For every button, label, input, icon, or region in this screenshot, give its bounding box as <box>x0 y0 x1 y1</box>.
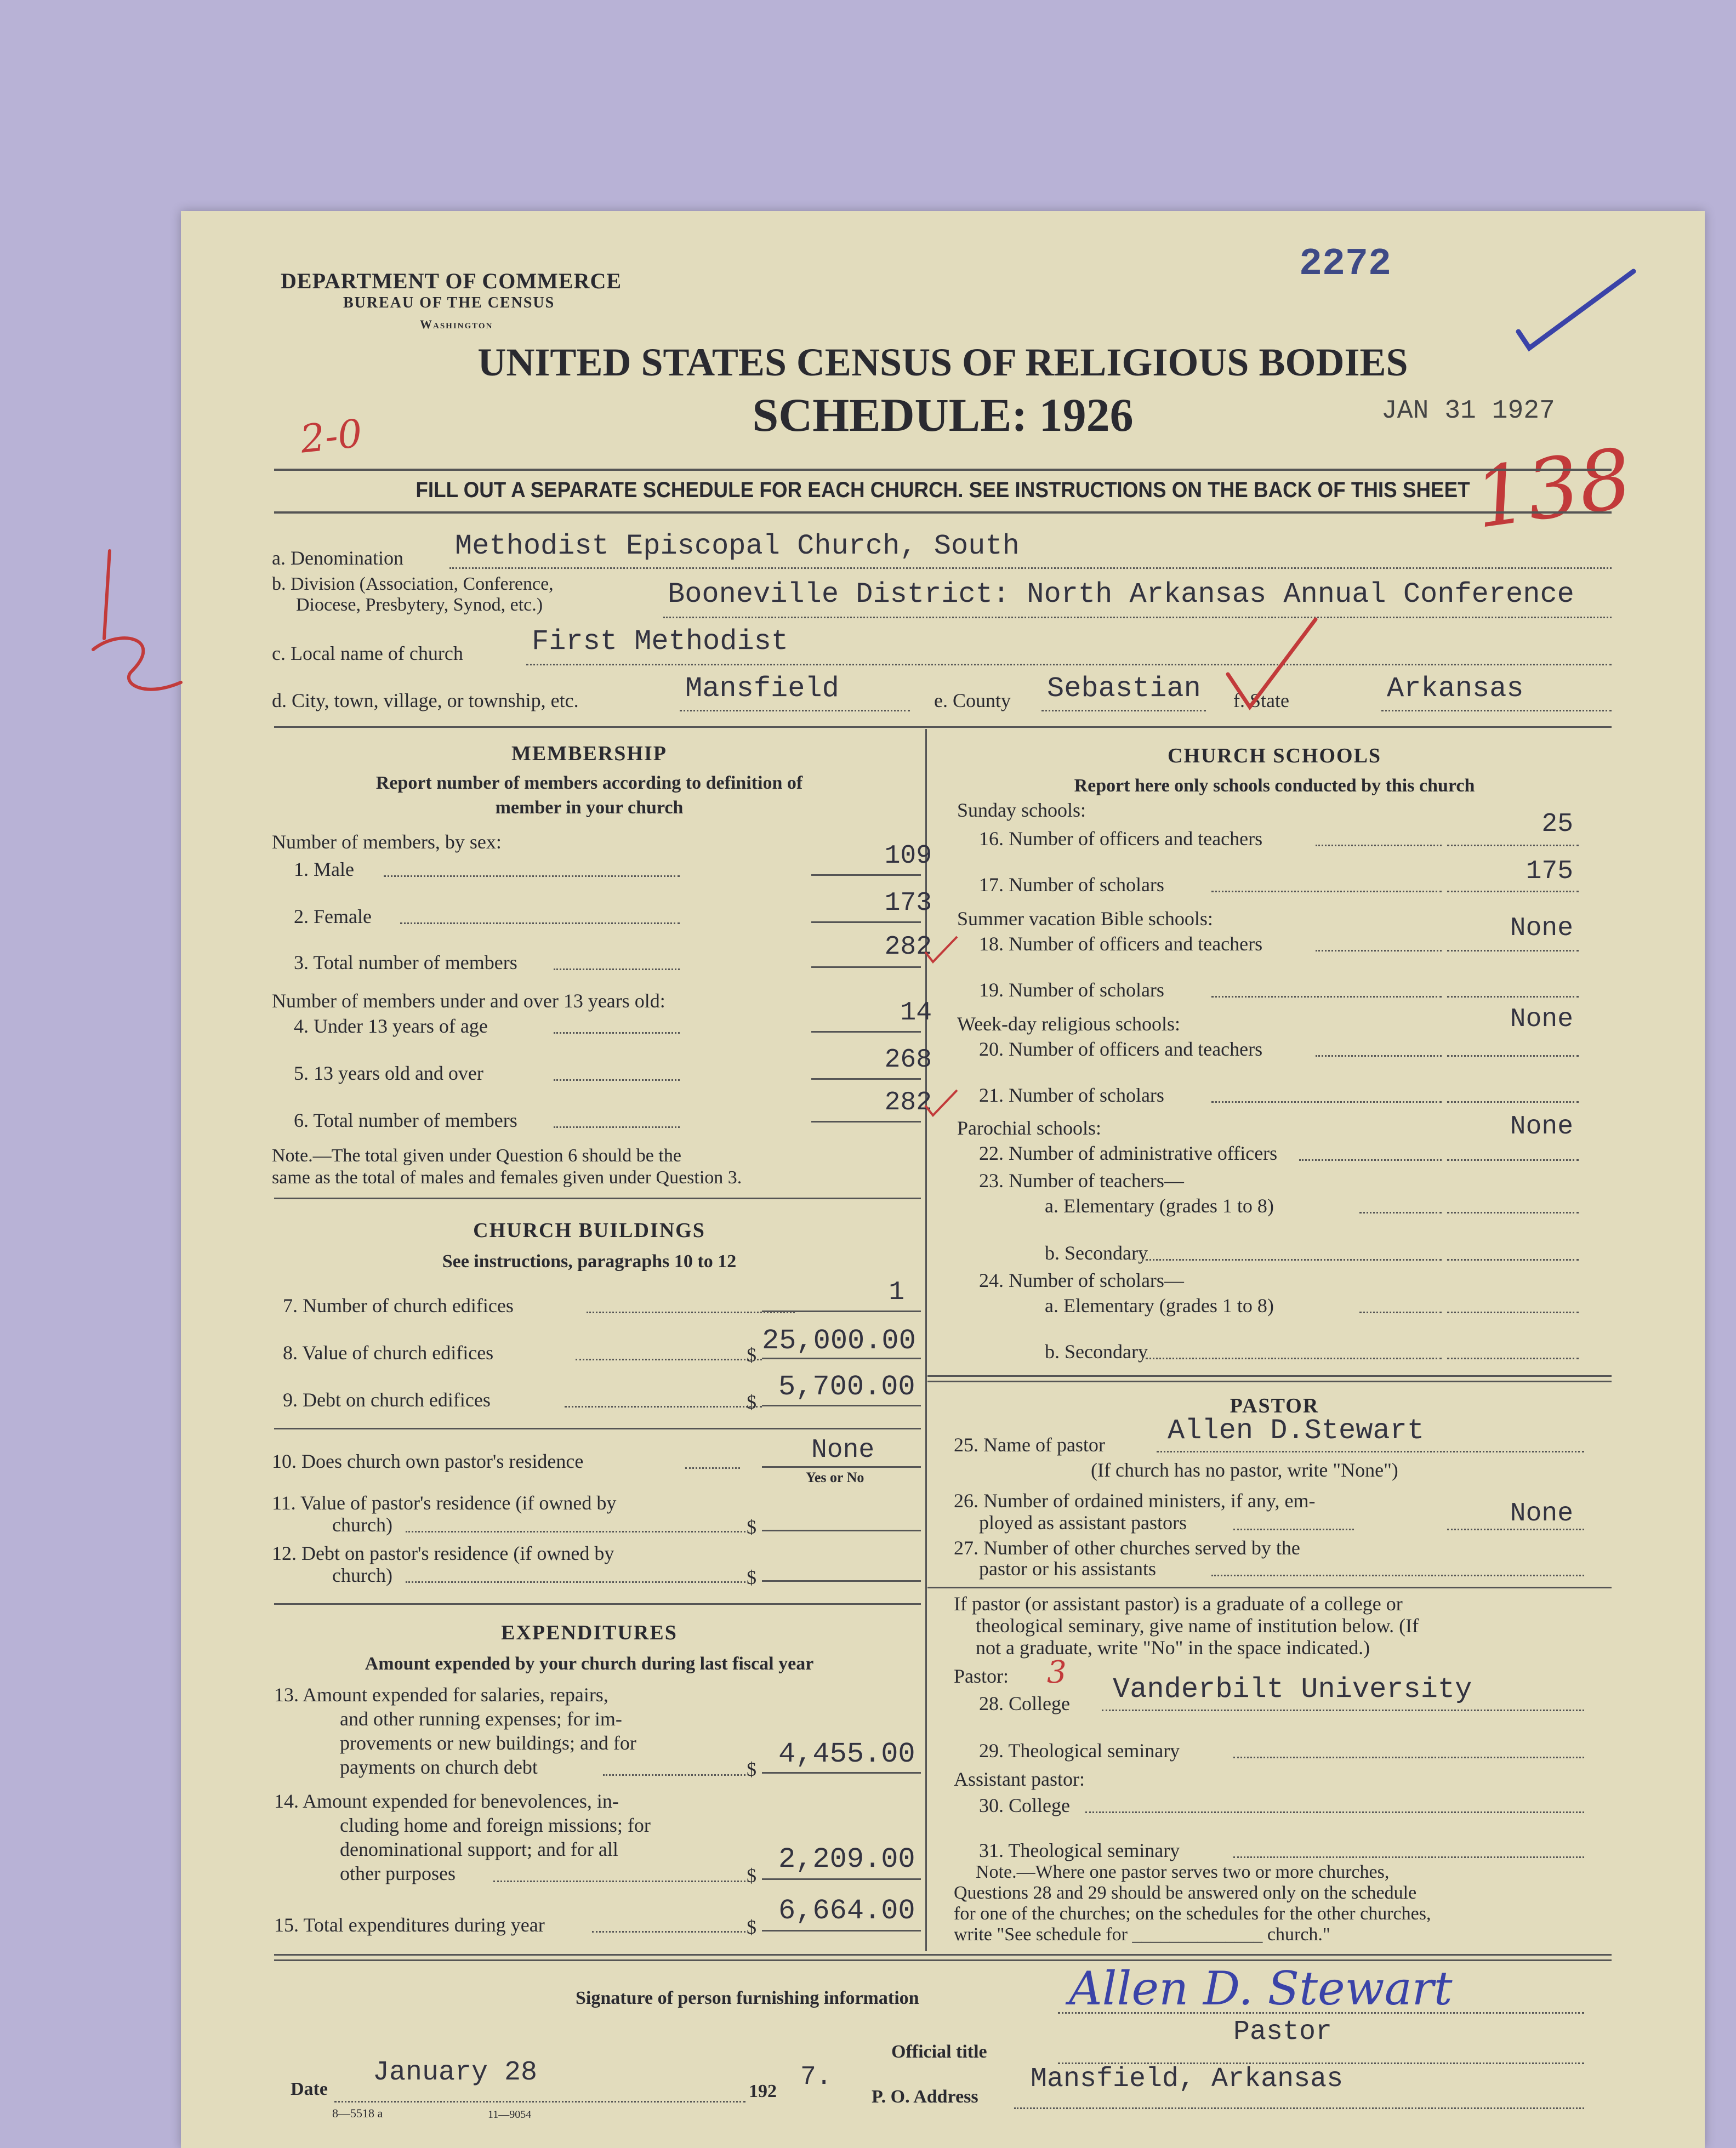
county-value: Sebastian <box>1047 673 1201 705</box>
census-schedule-sheet <box>181 211 1705 2148</box>
q30-label: 30. College <box>979 1794 1070 1816</box>
q18-label: 18. Number of officers and teachers <box>979 933 1263 955</box>
q3-answer-line <box>811 966 921 968</box>
date-value: January 28 <box>373 2057 538 2088</box>
q29-label: 29. Theological seminary <box>979 1740 1180 1762</box>
pastor-grad-label: Pastor: <box>954 1665 1009 1687</box>
q24a-dots <box>1359 1312 1442 1313</box>
q4-label: 4. Under 13 years of age <box>294 1015 488 1037</box>
q25-note: (If church has no pastor, write "None") <box>1091 1459 1398 1481</box>
division-value: Booneville District: North Arkansas Annual Conference <box>668 578 1574 611</box>
q4-answer-line <box>811 1031 921 1033</box>
po-address-value: Mansfield, Arkansas <box>1031 2064 1344 2095</box>
q18-dots <box>1316 950 1442 951</box>
q13-value: 4,455.00 <box>778 1738 915 1770</box>
q14-label-4: other purposes <box>340 1862 456 1884</box>
bureau-label: BUREAU OF THE CENSUS <box>343 294 555 311</box>
q14-answer-line <box>762 1878 921 1880</box>
pastor-note-2: Questions 28 and 29 should be answered only on the schedule <box>954 1883 1417 1903</box>
city-field-label: d. City, town, village, or township, etc. <box>272 690 579 711</box>
date-label: Date <box>291 2079 328 2099</box>
buildings-subtitle: See instructions, paragraphs 10 to 12 <box>442 1251 737 1272</box>
q8-dots <box>576 1359 762 1360</box>
grad-note-1: If pastor (or assistant pastor) is a graduate of a college or <box>954 1593 1403 1615</box>
q29-line <box>1233 1757 1584 1758</box>
q10-answer-line <box>762 1466 921 1468</box>
q5-dots <box>554 1079 680 1081</box>
q4-dots <box>554 1032 680 1034</box>
summer-schools-label: Summer vacation Bible schools: <box>957 908 1213 930</box>
q10-value: None <box>811 1435 875 1465</box>
parochial-schools-label: Parochial schools: <box>957 1117 1101 1139</box>
q8-label: 8. Value of church edifices <box>283 1342 494 1364</box>
expenditures-title: EXPENDITURES <box>501 1621 678 1644</box>
q9-label: 9. Debt on church edifices <box>283 1389 491 1411</box>
official-title-value: Pastor <box>1233 2016 1333 2048</box>
q7-label: 7. Number of church edifices <box>283 1295 514 1317</box>
q15-answer-line <box>762 1930 921 1932</box>
q7-value: 1 <box>889 1278 904 1307</box>
local-name-value: First Methodist <box>532 625 789 658</box>
q28-label: 28. College <box>979 1693 1070 1714</box>
q5-value: 268 <box>884 1045 932 1075</box>
q20-label: 20. Number of officers and teachers <box>979 1038 1263 1060</box>
q12-dollar: $ <box>747 1566 756 1588</box>
header-rule-top <box>274 469 1612 471</box>
q12-dots <box>406 1581 745 1583</box>
city-value: Mansfield <box>685 673 839 705</box>
q3-label: 3. Total number of members <box>294 951 517 973</box>
q12-answer-line <box>762 1580 921 1582</box>
grad-note-3: not a graduate, write "No" in the space indicated.) <box>976 1637 1370 1659</box>
q1-label: 1. Male <box>294 858 354 880</box>
membership-rule <box>274 1198 921 1199</box>
state-line <box>1381 710 1612 711</box>
membership-title: MEMBERSHIP <box>511 742 667 765</box>
buildings-title: CHURCH BUILDINGS <box>473 1219 705 1242</box>
department-label: DEPARTMENT OF COMMERCE <box>281 269 622 293</box>
q11-label-1: 11. Value of pastor's residence (if owned by <box>272 1492 617 1514</box>
schools-subtitle: Report here only schools conducted by this church <box>1074 776 1475 796</box>
q19-dots <box>1211 996 1442 998</box>
date-stamp: JAN 31 1927 <box>1381 396 1555 426</box>
q4-value: 14 <box>900 998 932 1028</box>
q24a-label: a. Elementary (grades 1 to 8) <box>1045 1295 1274 1317</box>
q27-rule <box>927 1587 1612 1588</box>
q27-dots <box>1211 1575 1584 1576</box>
official-title-label: Official title <box>891 2042 987 2062</box>
q31-line <box>1233 1856 1584 1858</box>
q11-dots <box>406 1531 745 1532</box>
signature-value: Allen D. Stewart <box>1069 1962 1453 2015</box>
pastor-note-3: for one of the churches; on the schedules for the other churches, <box>954 1904 1431 1924</box>
q25-line <box>1157 1451 1584 1452</box>
q22-label: 22. Number of administrative officers <box>979 1142 1278 1164</box>
schools-rule <box>927 1375 1612 1377</box>
q3-dots <box>554 968 680 970</box>
q13-label-4: payments on church debt <box>340 1756 538 1778</box>
division-line <box>663 617 1612 618</box>
q14-label-1: 14. Amount expended for benevolences, in- <box>274 1790 619 1812</box>
q26-label-2: ployed as assistant pastors <box>979 1512 1187 1534</box>
pastor-note-4: write "See schedule for ______________ church." <box>954 1924 1330 1945</box>
q23a-dots <box>1359 1212 1442 1213</box>
q6-value: 282 <box>884 1088 932 1118</box>
q5-answer-line <box>811 1078 921 1080</box>
q11-answer-line <box>762 1530 921 1531</box>
q8-dollar: $ <box>747 1344 756 1366</box>
q24b-label: b. Secondary <box>1045 1341 1148 1363</box>
q22-answer-line <box>1447 1159 1579 1161</box>
pastor-title: PASTOR <box>1230 1394 1319 1417</box>
q26-value: None <box>1510 1499 1573 1529</box>
q23-label: 23. Number of teachers— <box>979 1170 1184 1192</box>
q3-checkmark-icon <box>922 933 960 966</box>
q20-value: None <box>1510 1005 1573 1034</box>
q10-dots <box>685 1467 740 1469</box>
state-label: f. State <box>1233 690 1289 711</box>
q1-dots <box>384 875 680 877</box>
po-address-line <box>1014 2107 1584 2109</box>
q23a-label: a. Elementary (grades 1 to 8) <box>1045 1195 1274 1217</box>
q24b-answer-line <box>1447 1358 1579 1359</box>
division-label-2: Diocese, Presbytery, Synod, etc.) <box>296 595 543 615</box>
q24-label: 24. Number of scholars— <box>979 1269 1184 1291</box>
q20-dots <box>1316 1055 1442 1057</box>
q21-label: 21. Number of scholars <box>979 1084 1164 1106</box>
q26-label-1: 26. Number of ordained ministers, if any, em- <box>954 1490 1316 1512</box>
q23a-answer-line <box>1447 1212 1579 1213</box>
state-value: Arkansas <box>1387 673 1524 705</box>
q6-label: 6. Total number of members <box>294 1109 517 1131</box>
q2-answer-line <box>811 921 921 923</box>
q26-answer-line <box>1447 1529 1584 1530</box>
q8-value: 25,000.00 <box>762 1325 916 1357</box>
q2-dots <box>400 922 680 924</box>
city-line <box>680 710 910 711</box>
handwritten-mark-left: 2-0 <box>298 411 365 462</box>
year-value: 7. <box>800 2062 832 2092</box>
date-line <box>334 2101 745 2103</box>
q14-dots <box>493 1881 745 1882</box>
red-margin-mark-icon <box>88 540 186 704</box>
q13-dots <box>603 1774 745 1776</box>
q22-dots <box>1299 1159 1442 1161</box>
age-heading: Number of members under and over 13 years old: <box>272 990 665 1012</box>
q5-label: 5. 13 years old and over <box>294 1062 483 1084</box>
q9-dots <box>565 1406 762 1408</box>
q17-value: 175 <box>1526 857 1573 886</box>
members-by-sex-label: Number of members, by sex: <box>272 831 502 853</box>
q14-label-3: denominational support; and for all <box>340 1838 618 1860</box>
county-label: e. County <box>934 690 1011 711</box>
q2-value: 173 <box>884 888 932 918</box>
form-number: 8—5518 a <box>332 2106 383 2120</box>
q12-label-2: church) <box>332 1564 392 1586</box>
q13-label-3: provements or new buildings; and for <box>340 1732 636 1754</box>
q13-label-1: 13. Amount expended for salaries, repairs, <box>274 1684 608 1706</box>
q23b-dots <box>1146 1259 1442 1261</box>
q19-label: 19. Number of scholars <box>979 979 1164 1001</box>
expenditures-subtitle: Amount expended by your church during last fiscal year <box>365 1654 814 1674</box>
denomination-label: a. Denomination <box>272 547 403 569</box>
q28-line <box>1102 1710 1584 1711</box>
q27-label-2: pastor or his assistants <box>979 1558 1156 1580</box>
weekday-schools-label: Week-day religious schools: <box>957 1013 1181 1035</box>
q23b-label: b. Secondary <box>1045 1242 1148 1264</box>
pastor-note-1: Note.—Where one pastor serves two or more churches, <box>976 1862 1390 1882</box>
q7-answer-line <box>762 1311 921 1312</box>
q1-answer-line <box>811 874 921 876</box>
q31-label: 31. Theological seminary <box>979 1839 1180 1861</box>
q18-value: None <box>1510 914 1573 943</box>
membership-note-1: Note.—The total given under Question 6 should be the <box>272 1146 681 1166</box>
yes-no-hint: Yes or No <box>806 1469 864 1485</box>
form-title: UNITED STATES CENSUS OF RELIGIOUS BODIES <box>477 340 1408 384</box>
debt-rule <box>274 1428 921 1429</box>
q16-value: 25 <box>1541 810 1573 839</box>
q2-label: 2. Female <box>294 905 372 927</box>
signature-label: Signature of person furnishing information <box>576 1988 919 2008</box>
q13-answer-line <box>762 1772 921 1774</box>
q23b-answer-line <box>1447 1259 1579 1261</box>
grad-note-2: theological seminary, give name of institution below. (If <box>976 1615 1419 1637</box>
identification-rule <box>274 726 1612 728</box>
q26-dots <box>1233 1529 1354 1530</box>
po-address-label: P. O. Address <box>872 2087 978 2107</box>
q3-value: 282 <box>884 932 932 962</box>
q9-value: 5,700.00 <box>778 1371 915 1403</box>
denomination-line <box>449 567 1612 569</box>
handwritten-mark-right: 138 <box>1469 430 1638 548</box>
q14-value: 2,209.00 <box>778 1843 915 1876</box>
red-checkmark-icon <box>1222 614 1321 718</box>
schools-title: CHURCH SCHOOLS <box>1167 744 1382 767</box>
q27-label-1: 27. Number of other churches served by the <box>954 1537 1300 1559</box>
q9-dollar: $ <box>747 1391 756 1413</box>
q17-label: 17. Number of scholars <box>979 874 1164 896</box>
city-label: Washington <box>420 317 493 331</box>
q25-label: 25. Name of pastor <box>954 1434 1105 1456</box>
local-name-line <box>526 664 1612 665</box>
header-rule-bottom <box>274 511 1612 514</box>
college-value: Vanderbilt University <box>1113 1673 1472 1706</box>
q21-dots <box>1211 1101 1442 1103</box>
buildings-rule <box>274 1603 921 1605</box>
q15-dots <box>592 1931 745 1933</box>
q14-dollar: $ <box>747 1865 756 1887</box>
q11-label-2: church) <box>332 1514 392 1536</box>
q16-answer-line <box>1447 845 1579 846</box>
q6-answer-line <box>811 1121 921 1123</box>
membership-subtitle-2: member in your church <box>495 797 684 818</box>
signature-line <box>1058 2012 1584 2014</box>
q17-dots <box>1211 891 1442 892</box>
parochial-value: None <box>1510 1112 1573 1142</box>
q16-dots <box>1316 845 1442 846</box>
blue-checkmark-icon <box>1513 266 1644 354</box>
q1-value: 109 <box>884 841 932 871</box>
pastor-handwritten-mark: 3 <box>1047 1655 1067 1690</box>
footer-rule-double <box>274 1959 1612 1961</box>
q17-answer-line <box>1447 891 1579 892</box>
q15-dollar: $ <box>747 1916 756 1938</box>
assistant-pastor-label: Assistant pastor: <box>954 1768 1085 1790</box>
division-label-1: b. Division (Association, Conference, <box>272 574 554 594</box>
q13-label-2: and other running expenses; for im- <box>340 1708 622 1730</box>
q15-label: 15. Total expenditures during year <box>274 1914 545 1936</box>
q9-answer-line <box>762 1405 921 1406</box>
schedule-title: SCHEDULE: 1926 <box>752 389 1134 441</box>
q24a-answer-line <box>1447 1312 1579 1313</box>
q15-value: 6,664.00 <box>778 1895 915 1927</box>
q24b-dots <box>1146 1358 1442 1359</box>
q13-dollar: $ <box>747 1758 756 1780</box>
q18-answer-line <box>1447 950 1579 951</box>
denomination-value: Methodist Episcopal Church, South <box>455 530 1020 562</box>
q14-label-2: cluding home and foreign missions; for <box>340 1814 651 1836</box>
local-name-label: c. Local name of church <box>272 642 463 664</box>
q6-checkmark-icon <box>922 1087 960 1120</box>
q6-dots <box>554 1126 680 1128</box>
sunday-schools-label: Sunday schools: <box>957 799 1086 821</box>
q11-dollar: $ <box>747 1516 756 1538</box>
year-prefix: 192 <box>749 2081 777 2101</box>
pastor-name-value: Allen D.Stewart <box>1168 1415 1425 1447</box>
membership-subtitle-1: Report number of members according to definition of <box>375 773 803 793</box>
q8-answer-line <box>762 1358 921 1359</box>
q20-answer-line <box>1447 1055 1579 1057</box>
q21-answer-line <box>1447 1101 1579 1103</box>
instruction-banner: FILL OUT A SEPARATE SCHEDULE FOR EACH CHURCH. SEE INSTRUCTIONS ON THE BACK OF THIS SHEET <box>415 478 1470 502</box>
q12-label-1: 12. Debt on pastor's residence (if owned by <box>272 1542 614 1564</box>
q10-label: 10. Does church own pastor's residence <box>272 1450 584 1472</box>
county-line <box>1041 710 1206 711</box>
footer-rule <box>274 1954 1612 1956</box>
q30-line <box>1085 1811 1584 1813</box>
q16-label: 16. Number of officers and teachers <box>979 828 1263 850</box>
q19-answer-line <box>1447 996 1579 998</box>
membership-note-2: same as the total of males and females given under Question 3. <box>272 1167 742 1188</box>
schedule-number: 2272 <box>1299 243 1392 286</box>
schools-rule-double <box>927 1381 1612 1382</box>
print-number: 11—9054 <box>488 2109 532 2121</box>
